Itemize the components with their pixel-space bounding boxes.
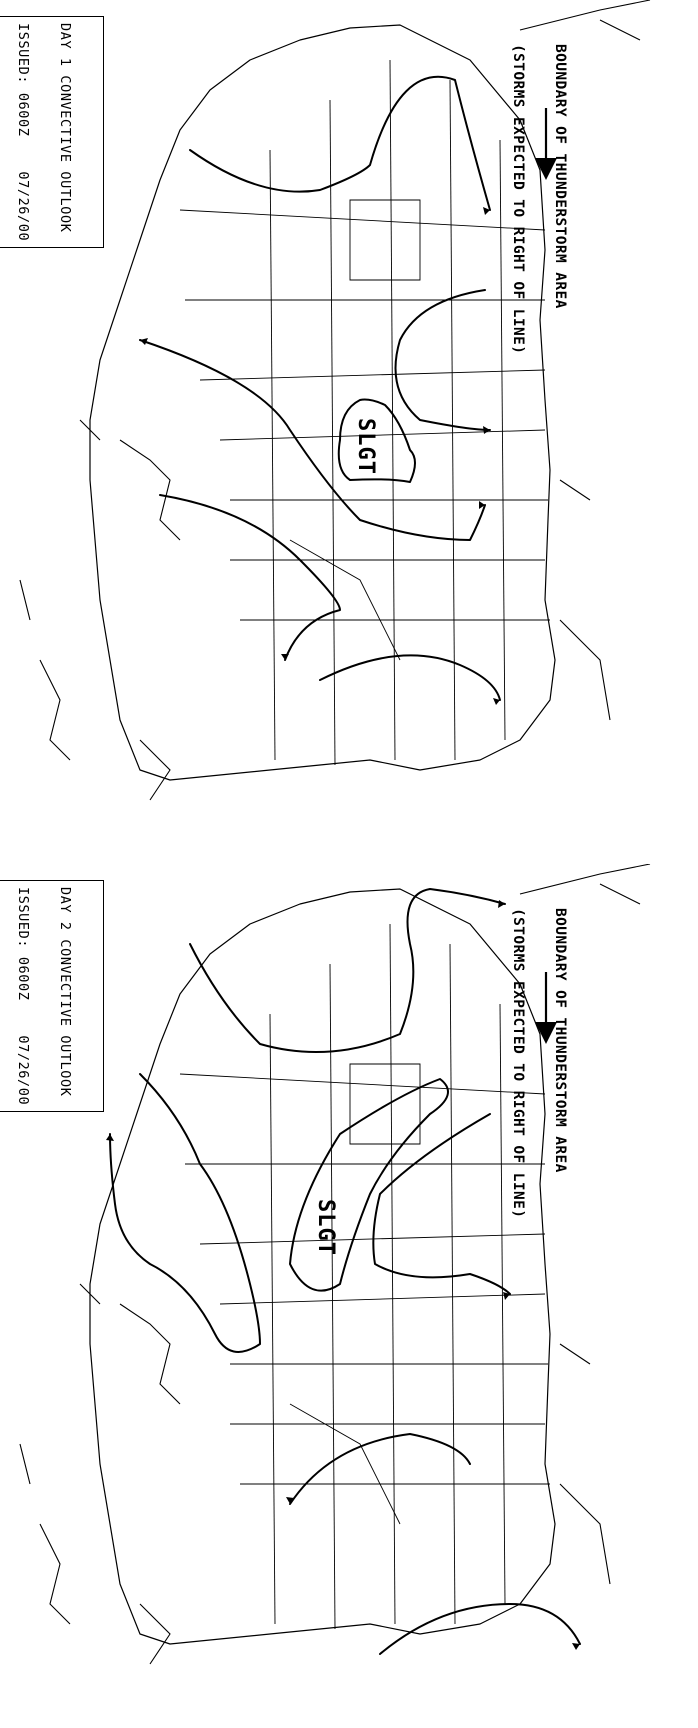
day2-slgt-area xyxy=(290,1079,448,1291)
day2-outlook-panel xyxy=(0,864,698,1728)
legend-line-1: BOUNDARY OF THUNDERSTORM AREA xyxy=(552,908,568,1173)
day1-thunderstorm-boundaries xyxy=(140,77,500,705)
day1-title: DAY 1 CONVECTIVE OUTLOOK xyxy=(57,23,73,233)
day1-info-box xyxy=(0,16,104,248)
day2-risk-label: SLGT xyxy=(313,1199,338,1256)
legend-line-1: BOUNDARY OF THUNDERSTORM AREA xyxy=(552,44,568,309)
day1-legend xyxy=(483,44,595,354)
day2-legend xyxy=(483,908,595,1218)
legend-line-2: (STORMS EXPECTED TO RIGHT OF LINE) xyxy=(510,908,526,1219)
day1-issued-row: ISSUED: 0600Z 07/26/00 xyxy=(15,23,31,242)
legend-line-2: (STORMS EXPECTED TO RIGHT OF LINE) xyxy=(510,44,526,355)
day2-issued-row: ISSUED: 0600Z 07/26/00 xyxy=(15,887,31,1106)
day1-risk-label: SLGT xyxy=(353,418,378,475)
day2-info-box xyxy=(0,880,104,1112)
day2-title: DAY 2 CONVECTIVE OUTLOOK xyxy=(57,887,73,1097)
